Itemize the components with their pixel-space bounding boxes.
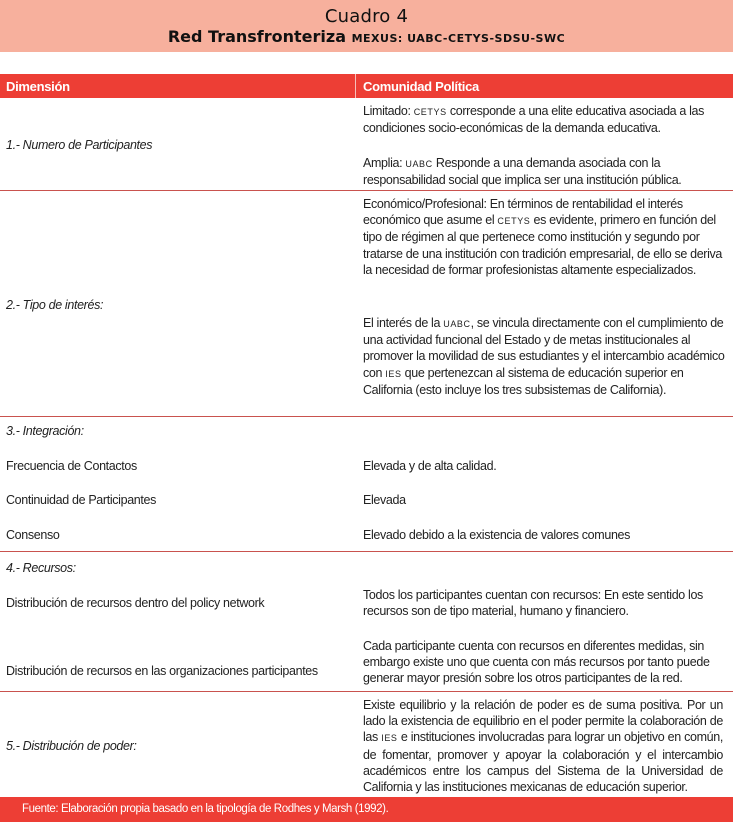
- text: e instituciones involucradas para lograr un objetivo en común, de fomentar, promover y apoyar la colaboración y el intercambio académicos entre los campus del Sistema de la Universidad de California y las instituciones mexicanas de educación superior.: [363, 730, 723, 795]
- row-label-integracion: 3.- Integración:: [6, 424, 84, 438]
- row-label-interes: 2.- Tipo de interés:: [6, 298, 104, 312]
- participantes-limitado: [363, 103, 731, 136]
- participantes-amplia: [363, 155, 731, 188]
- interes-economico: [363, 196, 731, 278]
- header-divider: [355, 74, 356, 98]
- text: Limitado:: [363, 104, 414, 118]
- table-number: Cuadro 4: [324, 6, 409, 27]
- row-separator: [0, 691, 733, 692]
- integracion-item-value: Elevada: [363, 493, 406, 507]
- row-label-participantes: 1.- Numero de Participantes: [6, 138, 153, 152]
- acronym: UABC: [443, 319, 471, 329]
- acronym: CETYS: [413, 107, 447, 117]
- text: Responde a una demanda asociada con la responsabilidad social que implica ser una institución pública.: [363, 156, 682, 188]
- recursos-item-label: Distribución de recursos en las organizaciones participantes: [6, 664, 318, 678]
- row-label-recursos: 4.- Recursos:: [6, 561, 76, 575]
- recursos-item-value: Todos los participantes cuentan con recursos: En este sentido los recursos son de tipo material, humano y financiero.: [363, 588, 703, 619]
- acronym: CETYS: [497, 216, 531, 227]
- recursos-item-label: Distribución de recursos dentro del policy network: [6, 596, 265, 610]
- acronym: IES: [381, 733, 398, 744]
- table-title-prefix: Red Transfronteriza: [167, 27, 352, 46]
- text: que pertenezcan al sistema de educación superior en California (esto incluye los tres subsistemas de California).: [363, 365, 684, 397]
- text: es evidente, primero en función del tipo de régimen al que pertenece como institución y segundo por tratarse de una institución con tradición empresarial, de ello se deriva la necesidad de formar profesionistas altamente especializados.: [363, 213, 723, 277]
- header-dimension: Dimensión: [6, 79, 70, 94]
- row-label-poder: 5.- Distribución de poder:: [6, 739, 137, 753]
- integracion-item-label: Frecuencia de Contactos: [6, 459, 137, 473]
- table-title-acronyms: MEXUS: UABC-CETYS-SDSU-SWC: [351, 32, 566, 45]
- title-band: [0, 0, 733, 52]
- acronym: UABC: [405, 159, 433, 169]
- row-separator: [0, 551, 733, 552]
- integracion-item-value: Elevado debido a la existencia de valores comunes: [363, 528, 631, 542]
- source-note: Fuente: Elaboración propia basado en la tipología de Rodhes y Marsh (1992).: [22, 803, 389, 815]
- table-header: [0, 74, 733, 98]
- integracion-item-label: Continuidad de Participantes: [6, 493, 157, 507]
- text: corresponde a una elite educativa asociada a las condiciones socio-económicas de la demanda educativa.: [363, 104, 705, 136]
- header-comunidad-politica: Comunidad Política: [363, 79, 479, 94]
- text: , se vincula directamente con el cumplimiento de una actividad funcional del Estado y de metas institucionales al promover la movilidad de sus estudiantes y el intercambio académico con: [363, 316, 725, 380]
- row-separator: [0, 190, 733, 191]
- text: Existe equilibrio y la relación de poder es de suma positiva. Por un lado la existencia de equilibrio en el poder permite la colaboración de las: [363, 698, 723, 745]
- poder-value: [363, 697, 723, 795]
- text: Económico/Profesional: En términos de rentabilidad el interés económico que asume el: [363, 197, 683, 228]
- integracion-item-label: Consenso: [6, 528, 60, 542]
- table-title: [0, 27, 733, 46]
- interes-uabc: [363, 315, 731, 398]
- text: Amplia:: [363, 156, 406, 170]
- acronym: IES: [385, 368, 402, 379]
- text: El interés de la: [363, 316, 444, 330]
- integracion-item-value: Elevada y de alta calidad.: [363, 459, 497, 473]
- row-separator: [0, 416, 733, 417]
- recursos-item-value: Cada participante cuenta con recursos en diferentes medidas, sin embargo existe uno que cuenta con más recursos por tanto puede generar mayor presión sobre los otros participantes de la red.: [363, 639, 710, 686]
- source-footer: [0, 797, 733, 822]
